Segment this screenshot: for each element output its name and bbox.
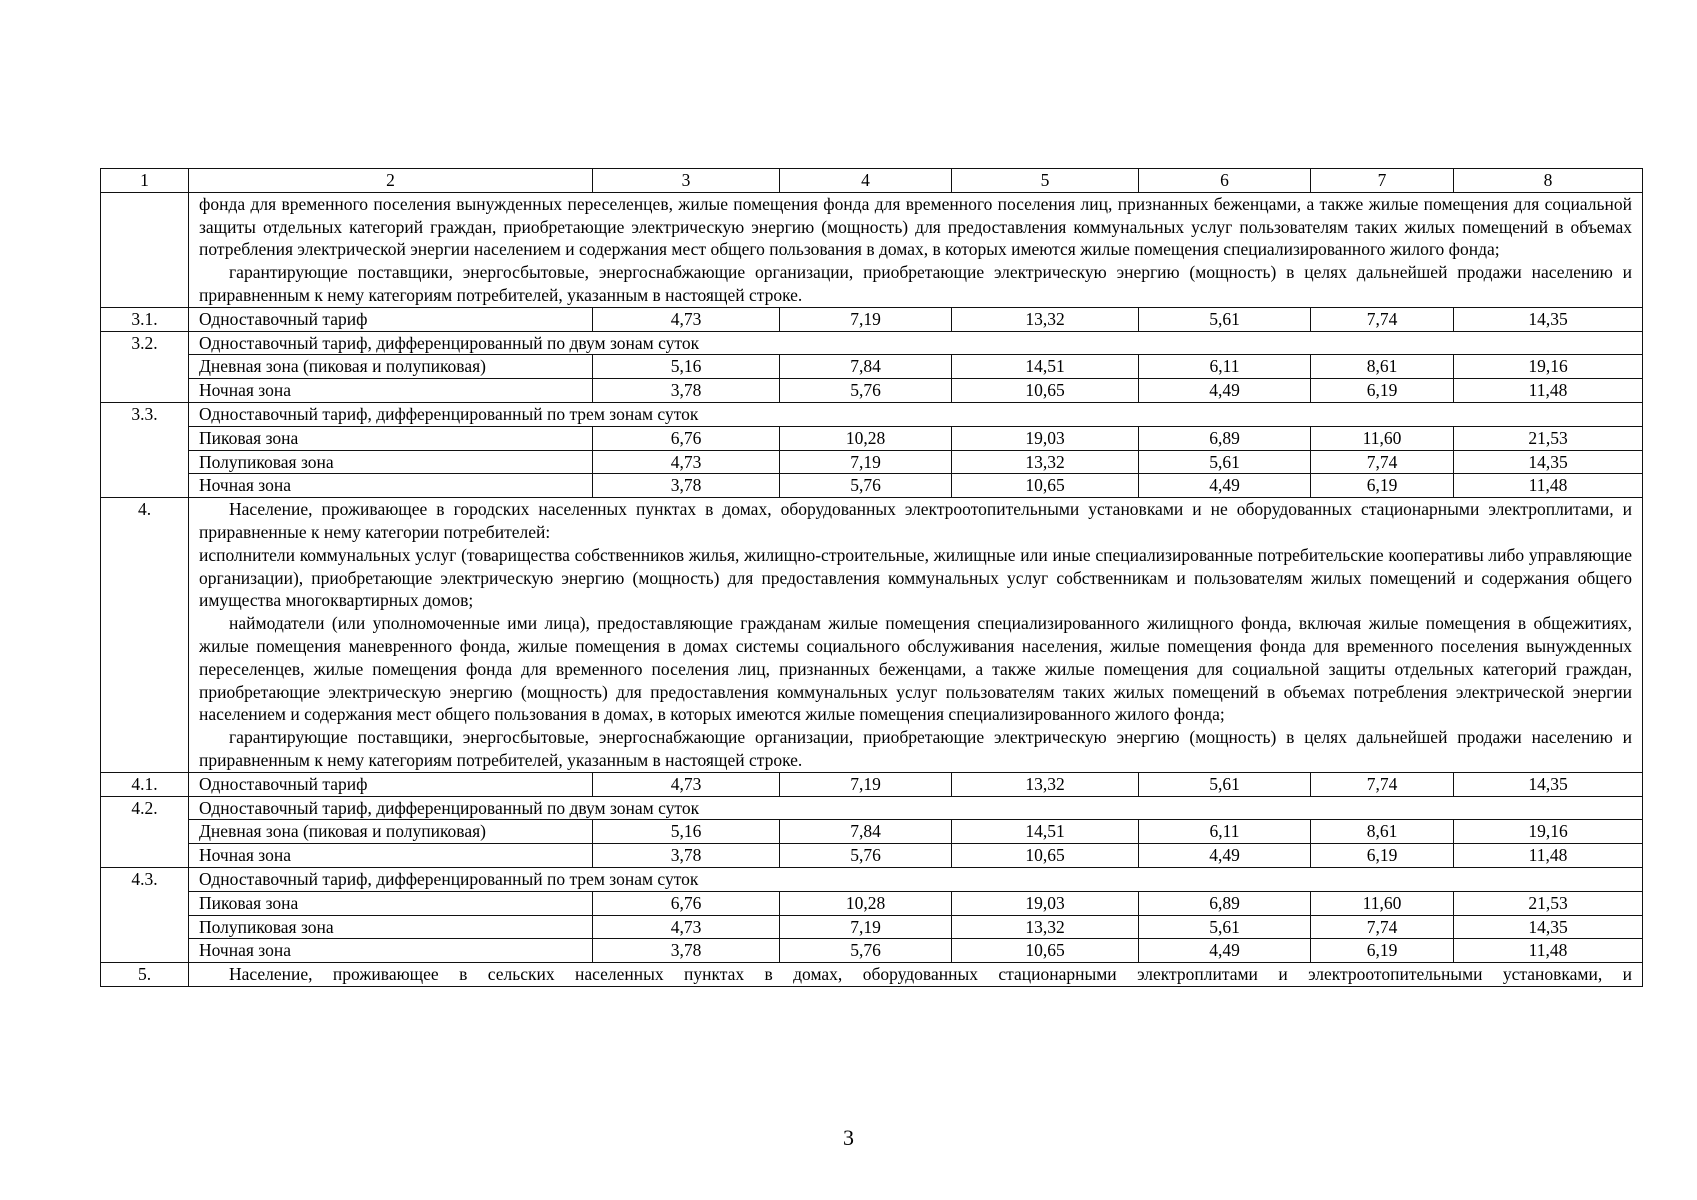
- page-number: 3: [843, 1125, 854, 1150]
- tariff-value: 5,76: [780, 474, 952, 498]
- tariff-value: 6,76: [593, 891, 780, 915]
- column-number: 3: [593, 169, 780, 193]
- tariff-value: 4,73: [593, 915, 780, 939]
- column-number: 2: [189, 169, 593, 193]
- tariff-value: 5,76: [780, 939, 952, 963]
- tariff-value: 6,19: [1311, 474, 1454, 498]
- tariff-value: 5,61: [1139, 307, 1311, 331]
- paragraph: гарантирующие поставщики, энергосбытовые, энергоснабжающие организации, приобретающие электрическую энергию (мощность) в целях дальнейшей продажи населению и приравненным к нему категориям потребителей, указанным в настоящей строке.: [199, 727, 1632, 770]
- tariff-value: 7,19: [780, 307, 952, 331]
- table-row: [101, 796, 1643, 820]
- row-label: Полупиковая зона: [189, 450, 593, 474]
- row-label: Пиковая зона: [189, 426, 593, 450]
- table-row: [101, 939, 1643, 963]
- column-number: 4: [780, 169, 952, 193]
- tariff-value: 11,48: [1454, 379, 1643, 403]
- tariff-value: 11,48: [1454, 844, 1643, 868]
- tariff-value: 4,49: [1139, 939, 1311, 963]
- row-title: Одноставочный тариф, дифференцированный по трем зонам суток: [189, 402, 1643, 426]
- table-row: [101, 844, 1643, 868]
- tariff-value: 21,53: [1454, 891, 1643, 915]
- tariff-value: 3,78: [593, 939, 780, 963]
- column-number: 1: [101, 169, 189, 193]
- column-number: 6: [1139, 169, 1311, 193]
- row-title: Одноставочный тариф, дифференцированный по трем зонам суток: [189, 867, 1643, 891]
- tariff-value: 4,49: [1139, 379, 1311, 403]
- tariff-value: 7,74: [1311, 307, 1454, 331]
- tariff-value: 6,11: [1139, 355, 1311, 379]
- tariff-value: 13,32: [952, 307, 1139, 331]
- table-row: [101, 426, 1643, 450]
- tariff-value: 3,78: [593, 844, 780, 868]
- section-4-description: [189, 498, 1643, 773]
- tariff-value: 11,48: [1454, 939, 1643, 963]
- section-5-description: [189, 963, 1643, 987]
- row-label: Ночная зона: [189, 379, 593, 403]
- section-3-continuation-row: [101, 192, 1643, 307]
- tariff-value: 4,49: [1139, 844, 1311, 868]
- tariff-value: 7,84: [780, 355, 952, 379]
- row-title: Одноставочный тариф, дифференцированный по двум зонам суток: [189, 796, 1643, 820]
- tariff-value: 5,76: [780, 844, 952, 868]
- row-number: 3.2.: [101, 331, 189, 402]
- column-number: 8: [1454, 169, 1643, 193]
- row-label: Полупиковая зона: [189, 915, 593, 939]
- row-label: Пиковая зона: [189, 891, 593, 915]
- paragraph: гарантирующие поставщики, энергосбытовые, энергоснабжающие организации, приобретающие электрическую энергию (мощность) в целях дальнейшей продажи населению и приравненным к нему категориям потребителей, указанным в настоящей строке.: [199, 262, 1632, 305]
- tariff-value: 7,84: [780, 820, 952, 844]
- tariff-value: 6,89: [1139, 891, 1311, 915]
- tariff-value: 4,73: [593, 307, 780, 331]
- section-5-row: [101, 963, 1643, 987]
- tariff-value: 10,28: [780, 891, 952, 915]
- row-label: Дневная зона (пиковая и полупиковая): [189, 820, 593, 844]
- tariff-value: 11,60: [1311, 891, 1454, 915]
- tariff-value: 7,74: [1311, 915, 1454, 939]
- tariff-value: 6,19: [1311, 379, 1454, 403]
- tariff-value: 6,19: [1311, 844, 1454, 868]
- column-number-row: [101, 169, 1643, 193]
- table-row: [101, 355, 1643, 379]
- row-label: Одноставочный тариф: [189, 307, 593, 331]
- row-number: 4.2.: [101, 796, 189, 867]
- tariff-value: 5,16: [593, 355, 780, 379]
- tariff-value: 5,16: [593, 820, 780, 844]
- tariff-value: 10,65: [952, 474, 1139, 498]
- tariff-value: 19,16: [1454, 355, 1643, 379]
- row-number: 5.: [101, 963, 189, 987]
- tariff-value: 3,78: [593, 379, 780, 403]
- table-row: [101, 891, 1643, 915]
- tariff-value: 14,35: [1454, 450, 1643, 474]
- tariff-value: 7,19: [780, 772, 952, 796]
- table-row: [101, 331, 1643, 355]
- row-label: Одноставочный тариф: [189, 772, 593, 796]
- row-number: 3.1.: [101, 307, 189, 331]
- tariff-value: 8,61: [1311, 820, 1454, 844]
- tariff-value: 5,61: [1139, 772, 1311, 796]
- row-label: Ночная зона: [189, 844, 593, 868]
- table-row: [101, 402, 1643, 426]
- tariff-value: 19,03: [952, 426, 1139, 450]
- table-row: [101, 915, 1643, 939]
- tariff-value: 14,51: [952, 820, 1139, 844]
- tariff-value: 14,51: [952, 355, 1139, 379]
- section-3-continuation-text: [189, 192, 1643, 307]
- table-row: [101, 820, 1643, 844]
- tariff-table: [100, 168, 1643, 987]
- tariff-value: 4,49: [1139, 474, 1311, 498]
- tariff-value: 7,74: [1311, 450, 1454, 474]
- tariff-value: 6,76: [593, 426, 780, 450]
- tariff-value: 21,53: [1454, 426, 1643, 450]
- paragraph: фонда для временного поселения вынужденных переселенцев, жилые помещения фонда для временного поселения лиц, признанных беженцами, а также жилые помещения для социальной защиты отдельных категорий граждан, приобретающие электрическую энергию (мощность) для предоставления коммунальных услуг пользователям таких жилых помещений в объемах потребления электрической энергии населением и содержания мест общего пользования в домах, в которых имеются жилые помещения специализированного жилого фонда;: [199, 193, 1632, 260]
- table-row: [101, 307, 1643, 331]
- tariff-value: 6,19: [1311, 939, 1454, 963]
- tariff-value: 11,48: [1454, 474, 1643, 498]
- column-number: 7: [1311, 169, 1454, 193]
- tariff-value: 6,89: [1139, 426, 1311, 450]
- row-number: 4.: [101, 498, 189, 773]
- tariff-value: 13,32: [952, 772, 1139, 796]
- tariff-value: 19,03: [952, 891, 1139, 915]
- tariff-value: 19,16: [1454, 820, 1643, 844]
- tariff-value: 10,65: [952, 939, 1139, 963]
- tariff-value: 10,65: [952, 844, 1139, 868]
- tariff-value: 11,60: [1311, 426, 1454, 450]
- tariff-value: 6,11: [1139, 820, 1311, 844]
- tariff-value: 14,35: [1454, 307, 1643, 331]
- paragraph: Население, проживающее в городских населенных пунктах в домах, оборудованных электроотопительными установками и не оборудованных стационарными электроплитами, и приравненные к нему категории потребителей:: [199, 499, 1632, 542]
- tariff-value: 14,35: [1454, 772, 1643, 796]
- tariff-value: 10,65: [952, 379, 1139, 403]
- row-label: Ночная зона: [189, 474, 593, 498]
- row-label: Ночная зона: [189, 939, 593, 963]
- tariff-value: 5,76: [780, 379, 952, 403]
- paragraph: исполнители коммунальных услуг (товарищества собственников жилья, жилищно-строительные, жилищные или иные специализированные потребительские кооперативы либо управляющие организации), приобретающие электрическую энергию (мощность) для предоставления коммунальных услуг собственникам и пользователям жилых помещений и содержания общего имущества многоквартирных домов;: [199, 544, 1632, 611]
- tariff-value: 7,19: [780, 915, 952, 939]
- tariff-value: 10,28: [780, 426, 952, 450]
- tariff-value: 13,32: [952, 915, 1139, 939]
- tariff-value: 5,61: [1139, 915, 1311, 939]
- section-4-row: [101, 498, 1643, 773]
- table-row: [101, 867, 1643, 891]
- tariff-value: 5,61: [1139, 450, 1311, 474]
- tariff-value: 7,19: [780, 450, 952, 474]
- tariff-value: 4,73: [593, 772, 780, 796]
- paragraph: Население, проживающее в сельских населенных пунктах в домах, оборудованных стационарными электроплитами и электроотопительными установками, и: [229, 964, 1632, 985]
- row-label: Дневная зона (пиковая и полупиковая): [189, 355, 593, 379]
- tariff-value: 3,78: [593, 474, 780, 498]
- table-row: [101, 379, 1643, 403]
- tariff-value: 13,32: [952, 450, 1139, 474]
- row-title: Одноставочный тариф, дифференцированный по двум зонам суток: [189, 331, 1643, 355]
- tariff-value: 14,35: [1454, 915, 1643, 939]
- row-number: [101, 192, 189, 307]
- column-number: 5: [952, 169, 1139, 193]
- table-row: [101, 474, 1643, 498]
- table-row: [101, 450, 1643, 474]
- row-number: 4.3.: [101, 867, 189, 962]
- tariff-value: 4,73: [593, 450, 780, 474]
- row-number: 4.1.: [101, 772, 189, 796]
- tariff-value: 7,74: [1311, 772, 1454, 796]
- table-row: [101, 772, 1643, 796]
- tariff-value: 8,61: [1311, 355, 1454, 379]
- paragraph: наймодатели (или уполномоченные ими лица), предоставляющие гражданам жилые помещения специализированного жилищного фонда, включая жилые помещения в общежитиях, жилые помещения маневренного фонда, жилые помещения в домах системы социального обслуживания населения, жилые помещения фонда для временного поселения вынужденных переселенцев, жилые помещения фонда для временного поселения лиц, признанных беженцами, а также жилые помещения для социальной защиты отдельных категорий граждан, приобретающие электрическую энергию (мощность) для предоставления коммунальных услуг пользователям таких жилых помещений в объемах потребления электрической энергии населением и содержания мест общего пользования в домах, в которых имеются жилые помещения специализированного жилого фонда;: [199, 613, 1632, 725]
- row-number: 3.3.: [101, 402, 189, 497]
